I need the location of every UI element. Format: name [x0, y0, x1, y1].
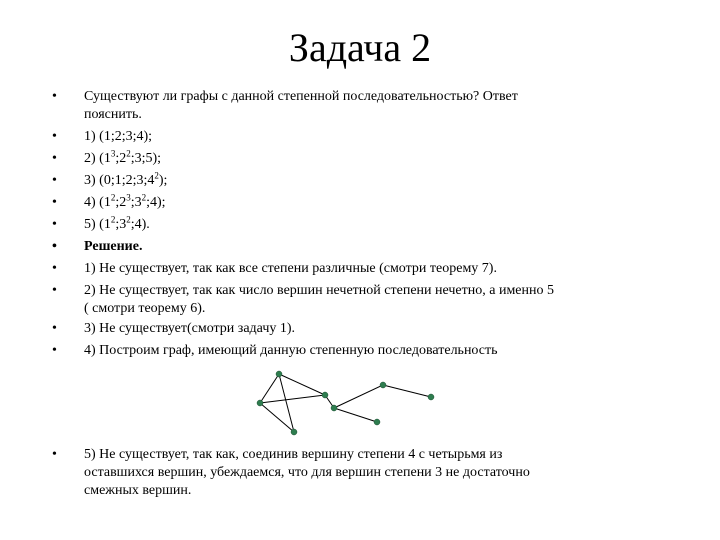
solution-heading: • Решение. — [84, 238, 684, 256]
question-line-1: • Существуют ли графы с данной степенной последовательностью? Ответ — [84, 89, 518, 104]
graph-edge — [260, 395, 325, 403]
solution-2-line-1: • 2) Не существует, так как число вершин нечетной степени нечетно, а именно 5 — [84, 283, 555, 298]
graph-edge — [279, 374, 325, 395]
question-item — [84, 88, 684, 124]
graph-vertex — [428, 394, 434, 400]
graph-edge — [260, 403, 294, 432]
graph-vertex — [291, 429, 297, 435]
graph-edge — [383, 385, 431, 397]
solution-3: • 3) Не существует(смотри задачу 1). — [84, 320, 684, 338]
graph-edge — [334, 385, 383, 408]
solution-5-line-1: • 5) Не существует, так как, соединив вершину степени 4 с четырьмя из — [84, 447, 503, 462]
graph-edge — [334, 408, 377, 422]
graph-vertex — [276, 371, 282, 377]
sequence-3: • 3) $(0;1;2;3;4^2)$; — [84, 172, 684, 190]
graph-vertex — [322, 392, 328, 398]
graph-vertex — [331, 405, 337, 411]
solution-5-line-2: оставшихся вершин, убеждаемся, что для вершин степени 3 не достаточно — [84, 465, 530, 480]
sequence-2: • 2) $(1^3;2^2;3;5)$; — [84, 150, 684, 168]
graph-vertex — [380, 382, 386, 388]
sequence-4: • 4) $(1^2;2^3;3^2;4)$; — [84, 194, 684, 212]
graph-edge — [279, 374, 294, 432]
solution-1: • 1) Не существует, так как все степени различные (смотри теорему 7). — [84, 260, 684, 278]
sequence-5: • 5) $(1^2;3^2;4)$. — [84, 216, 684, 234]
solution-4: • 4) Построим граф, имеющий данную степенную последовательность — [84, 342, 684, 360]
slide-title: Задача 2 — [288, 25, 432, 70]
sequence-1: • 1) (1;2;3;4); — [84, 128, 684, 146]
graph-vertex — [374, 419, 380, 425]
graph-edge — [260, 374, 279, 403]
graph-diagram — [240, 358, 450, 444]
question-line-2: пояснить. — [84, 107, 142, 122]
graph-vertex — [257, 400, 263, 406]
graph-edges — [260, 374, 431, 432]
solution-2 — [84, 282, 684, 318]
solution-5-line-3: смежных вершин. — [84, 483, 192, 498]
solution-2-line-2: ( смотри теорему 6). — [84, 301, 206, 316]
solution-5 — [84, 446, 684, 500]
